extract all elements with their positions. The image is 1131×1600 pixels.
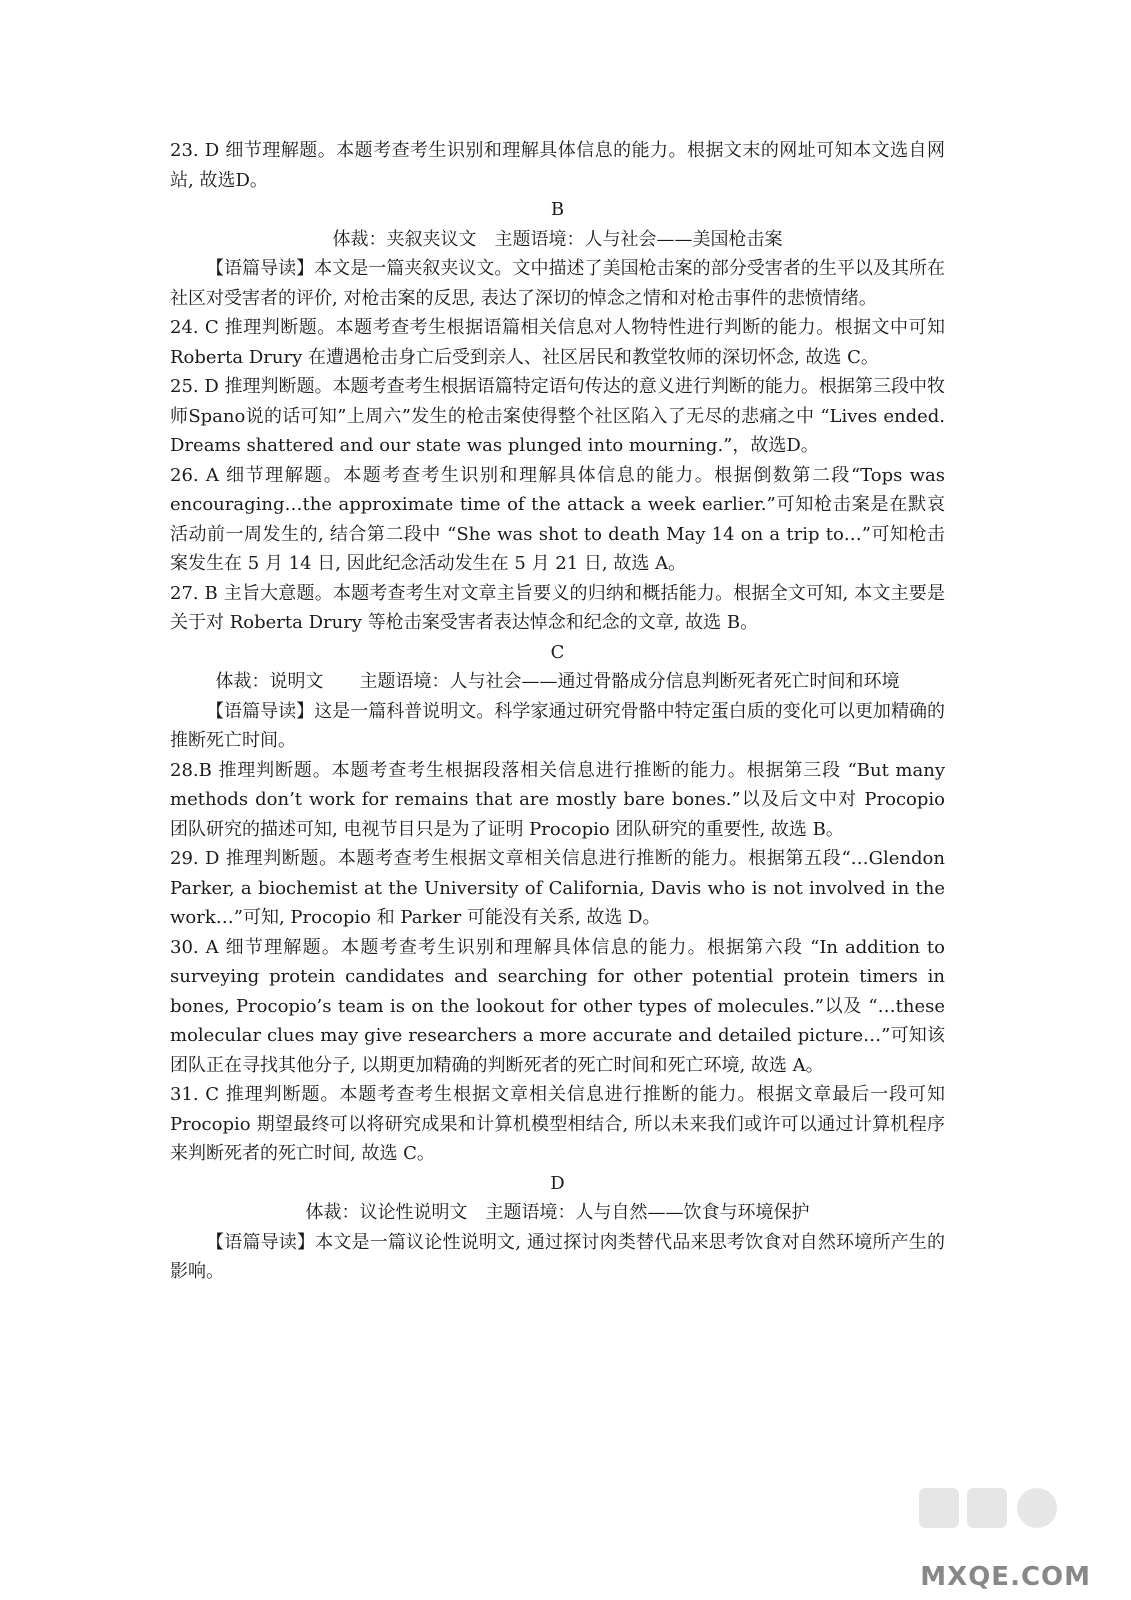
section-heading-c: C bbox=[550, 641, 565, 663]
section-genre-d: 体裁：议论性说明文 主题语境：人与自然——饮食与环境保护 bbox=[305, 1202, 810, 1223]
watermark-text: MXQE.COM bbox=[920, 1562, 1091, 1592]
answer-27: 27. B 主旨大意题。本题考查考生对文章主旨要义的归纳和概括能力。根据全文可知, 本文主要是关于对 Roberta Drury 等枪击案受害者表达悼念和纪念的文章, 故选 B。 bbox=[170, 582, 945, 633]
answer-28: 28.B 推理判断题。本题考查考生根据段落相关信息进行推断的能力。根据第三段 “But many methods don’t work for remains that are mostly bare bones.”以及后文中对 Procopio 团队研究的描述可知, 电视节目只是为了证明 Procopio 团队研究的重要性, 故选 B。 bbox=[170, 759, 945, 840]
answer-26: 26. A 细节理解题。本题考查考生识别和理解具体信息的能力。根据倒数第二段“Tops was encouraging…the approximate time of the attack a week earlier.”可知枪击案是在默哀活动前一周发生的, 结合第二段中 “She was shot to death May 14 on a trip to…”可知枪击案发生在 5 月 14 日, 因此纪念活动发生在 5 月 21 日, 故选 A。 bbox=[170, 464, 945, 574]
reading-guide-c: 【语篇导读】这是一篇科普说明文。科学家通过研究骨骼中特定蛋白质的变化可以更加精确的推断死亡时间。 bbox=[170, 700, 945, 751]
answer-24: 24. C 推理判断题。本题考查考生根据语篇相关信息对人物特性进行判断的能力。根据文中可知 Roberta Drury 在遭遇枪击身亡后受到亲人、社区居民和教堂牧师的深切怀念, 故选 C。 bbox=[170, 317, 945, 368]
section-heading-d: D bbox=[550, 1172, 565, 1194]
section-genre-b: 体裁：夹叙夹议文 主题语境：人与社会——美国枪击案 bbox=[332, 228, 783, 250]
section-heading-b: B bbox=[550, 199, 565, 220]
answer-23: 23. D 细节理解题。本题考查考生识别和理解具体信息的能力。根据文末的网址可知本文选自网站, 故选D。 bbox=[170, 140, 945, 191]
reading-guide-d: 【语篇导读】本文是一篇议论性说明文, 通过探讨肉类替代品来思考饮食对自然环境所产生的影响。 bbox=[170, 1231, 945, 1282]
answer-25: 25. D 推理判断题。本题考查考生根据语篇特定语句传达的意义进行判断的能力。根据第三段中牧师Spano说的话可知”上周六”发生的枪击案使得整个社区陷入了无尽的悲痛之中 “Lives ended. Dreams shattered and our state was plunged into mourning.”，故选D。 bbox=[170, 376, 945, 456]
answer-30: 30. A 细节理解题。本题考查考生识别和理解具体信息的能力。根据第六段 “In addition to surveying protein candidates and searching for other potential protein timers in bones, Procopio’s team is on the lookout for other types of molecules.”以及 “…these molecular clues may give researchers a more accurate and detailed picture…”可知该团队正在寻找其他分子, 以期更加精确的判断死者的死亡时间和死亡环境, 故选 A。 bbox=[170, 936, 945, 1076]
answer-31: 31. C 推理判断题。本题考查考生根据文章相关信息进行推断的能力。根据文章最后一段可知 Procopio 期望最终可以将研究成果和计算机模型相结合, 所以未来我们或许可以通过计算机程序来判断死者的死亡时间, 故选 C。 bbox=[170, 1084, 945, 1164]
reading-guide-b: 【语篇导读】本文是一篇夹叙夹议文。文中描述了美国枪击案的部分受害者的生平以及其所在社区对受害者的评价, 对枪击案的反思, 表达了深切的悼念之情和对枪击事件的悲愤情绪。 bbox=[170, 258, 945, 309]
answer-29: 29. D 推理判断题。本题考查考生根据文章相关信息进行推断的能力。根据第五段“…Glendon Parker, a biochemist at the University of California, Davis who is not involved in the work…”可知, Procopio 和 Parker 可能没有关系, 故选 D。 bbox=[170, 848, 945, 928]
document-body bbox=[170, 136, 945, 1287]
section-genre-c: 体裁：说明文 主题语境：人与社会——通过骨骼成分信息判断死者死亡时间和环境 bbox=[215, 671, 900, 692]
